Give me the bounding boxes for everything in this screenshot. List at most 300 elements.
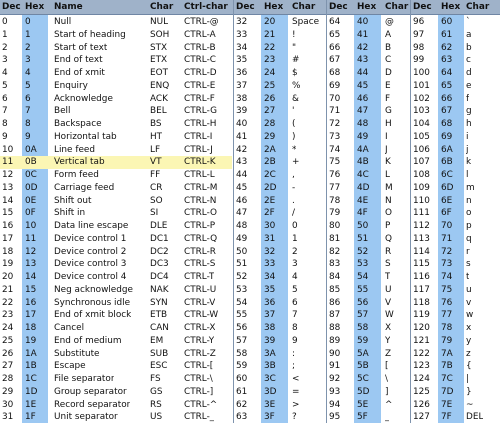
table-cell: 50 (236, 246, 248, 257)
table-cell: 31 (2, 412, 14, 423)
table-cell: 39 (236, 106, 248, 117)
table-cell: 68 (441, 119, 453, 129)
table-cell: CTRL-F (184, 93, 215, 104)
table-cell: Device control 3 (54, 259, 127, 270)
table-cell: 54 (236, 297, 248, 308)
table-cell: 7A (441, 348, 453, 359)
table-cell: 0 (2, 17, 8, 27)
table-row (0, 29, 500, 42)
table-cell: 108 (413, 170, 430, 180)
table-cell: 44 (236, 170, 248, 180)
table-cell: CTRL-S (184, 259, 216, 270)
table-cell: 18 (25, 323, 37, 333)
table-cell: 87 (329, 310, 341, 321)
table-cell: 79 (329, 208, 341, 219)
table-cell: 97 (413, 29, 425, 40)
table-cell: 73 (329, 131, 341, 142)
table-cell: Horizontal tab (54, 131, 117, 142)
table-cell: CTRL-I (184, 131, 213, 142)
table-row (0, 42, 500, 55)
table-cell: d (466, 68, 472, 78)
table-cell: 20 (2, 272, 14, 282)
table-cell: 67 (441, 106, 453, 117)
table-cell: 57 (236, 335, 248, 346)
table-cell: 12 (2, 170, 14, 180)
table-cell: 120 (413, 323, 430, 333)
table-cell: 6 (2, 93, 8, 104)
table-cell: S (385, 259, 391, 270)
table-cell: Vertical tab (54, 157, 105, 168)
table-cell: 70 (329, 93, 341, 104)
table-cell: CTRL-M (184, 182, 218, 193)
table-cell: 38 (264, 323, 276, 333)
table-cell: 15 (25, 284, 37, 295)
table-cell: ENQ (150, 80, 170, 91)
table-cell: 28 (2, 374, 14, 384)
table-cell: 69 (441, 131, 453, 142)
table-cell: 0 (25, 17, 31, 27)
table-cell: @ (385, 17, 394, 27)
table-cell: 1A (25, 348, 37, 359)
table-cell: 1 (2, 29, 8, 40)
table-cell: 2D (264, 182, 277, 193)
table-cell: ) (292, 131, 296, 142)
table-cell: 3 (25, 55, 31, 66)
table-cell: 74 (441, 272, 453, 282)
table-cell: 7C (441, 374, 453, 384)
table-cell: % (292, 80, 301, 91)
table-cell: 51 (236, 259, 248, 270)
table-row (0, 373, 500, 386)
table-cell: 2A (264, 144, 276, 155)
table-cell: VT (150, 157, 162, 168)
table-cell: > (292, 399, 300, 410)
table-cell: 56 (236, 323, 248, 333)
table-cell: 48 (357, 119, 369, 129)
table-cell: 49 (236, 233, 248, 244)
table-cell: { (466, 361, 472, 372)
table-cell: e (466, 80, 472, 91)
table-cell: CTRL-W (184, 310, 219, 321)
table-cell: 55 (236, 310, 248, 321)
table-cell: 64 (441, 68, 453, 78)
table-cell: 77 (441, 310, 453, 321)
table-cell: 6A (441, 144, 453, 155)
table-cell: C (385, 55, 392, 66)
table-cell: Space (292, 17, 320, 27)
table-cell: s (466, 259, 471, 270)
table-row (0, 233, 500, 246)
table-cell: DC2 (150, 246, 169, 257)
table-cell: 9 (2, 131, 8, 142)
table-cell: 0B (25, 157, 37, 168)
table-cell: 5 (292, 284, 298, 295)
table-cell: 13 (2, 182, 14, 193)
table-cell: B (385, 42, 392, 53)
table-cell: 11 (2, 157, 14, 168)
table-cell: a (466, 29, 472, 40)
table-cell: 89 (329, 335, 341, 346)
table-cell: - (292, 182, 296, 193)
table-row (0, 360, 500, 373)
header-g1-col-0: Dec (2, 2, 21, 12)
table-row (0, 131, 500, 144)
table-cell: 121 (413, 335, 430, 346)
table-cell: Bell (54, 106, 71, 117)
table-row (0, 297, 500, 310)
table-cell: 59 (236, 361, 248, 372)
table-cell: 17 (2, 233, 14, 244)
table-cell: G (385, 106, 392, 117)
table-cell: US (150, 412, 163, 423)
table-cell: w (466, 310, 474, 321)
table-cell: P (385, 221, 391, 231)
table-cell: LF (150, 144, 161, 155)
table-cell: 40 (236, 119, 248, 129)
table-cell: DC3 (150, 259, 169, 270)
table-cell: 1 (25, 29, 31, 40)
table-cell: 67 (329, 55, 341, 66)
table-cell: DLE (150, 221, 168, 231)
table-cell: 55 (357, 284, 369, 295)
table-cell: 4F (357, 208, 368, 219)
table-cell: FS (150, 374, 161, 384)
group-divider-2 (326, 0, 327, 423)
table-cell: N (385, 195, 392, 206)
table-cell: 3C (264, 374, 276, 384)
header-g4-col-1: Hex (441, 2, 461, 12)
table-cell: ^ (385, 399, 393, 410)
table-cell: 0E (25, 195, 37, 206)
table-cell: 2 (292, 246, 298, 257)
table-cell: 16 (25, 297, 37, 308)
table-cell: 21 (264, 29, 276, 40)
table-cell: 6E (441, 195, 453, 206)
table-cell: b (466, 42, 472, 53)
table-cell: 22 (264, 42, 276, 53)
table-cell: 4C (357, 170, 369, 180)
table-cell: M (385, 182, 393, 193)
table-cell: 75 (329, 157, 341, 168)
table-cell: CTRL-G (184, 106, 217, 117)
table-cell: 103 (413, 106, 430, 117)
table-cell: CTRL-\ (184, 374, 213, 384)
table-cell: 9 (25, 131, 31, 142)
table-cell: D (385, 68, 392, 78)
table-cell: 71 (441, 233, 453, 244)
table-cell: 3 (292, 259, 298, 270)
table-cell: u (466, 284, 472, 295)
table-cell: Start of text (54, 42, 108, 53)
table-cell: FF (150, 170, 161, 180)
table-cell: 123 (413, 361, 430, 372)
table-cell: 4B (357, 157, 369, 168)
table-cell: j (466, 144, 469, 155)
table-cell: ETB (150, 310, 168, 321)
table-cell: 107 (413, 157, 430, 168)
table-cell: 24 (2, 323, 14, 333)
table-cell: Unit separator (54, 412, 118, 423)
table-cell: F (385, 93, 391, 104)
table-cell: i (466, 131, 469, 142)
table-cell: Group separator (54, 386, 127, 397)
table-cell: < (292, 374, 300, 384)
table-cell: 80 (329, 221, 341, 231)
table-cell: 23 (2, 310, 14, 321)
table-cell: * (292, 144, 297, 155)
table-cell: 27 (2, 361, 14, 372)
table-cell: 64 (329, 17, 341, 27)
table-cell: GS (150, 386, 163, 397)
table-cell: h (466, 119, 472, 129)
table-cell: 12 (25, 246, 37, 257)
table-cell: 72 (441, 246, 453, 257)
table-cell: CTRL-N (184, 195, 217, 206)
table-cell: 85 (329, 284, 341, 295)
table-cell: A (385, 29, 392, 40)
table-cell: 86 (329, 297, 341, 308)
table-cell: 1B (25, 361, 37, 372)
table-cell: ` (466, 17, 471, 27)
table-cell: f (466, 93, 470, 104)
table-cell: CTRL-V (184, 297, 216, 308)
table-cell: 100 (413, 68, 430, 78)
table-cell: 3A (264, 348, 276, 359)
table-cell: 83 (329, 259, 341, 270)
table-cell: CTRL-P (184, 221, 216, 231)
table-cell: 105 (413, 131, 430, 142)
table-cell: ' (292, 106, 295, 117)
table-cell: CTRL-E (184, 80, 216, 91)
table-cell: 33 (264, 259, 276, 270)
table-cell: 4 (292, 272, 298, 282)
table-cell: Neg acknowledge (54, 284, 133, 295)
table-cell: y (466, 335, 472, 346)
table-cell: SOH (150, 29, 170, 40)
table-cell: 5C (357, 374, 369, 384)
table-cell: 52 (236, 272, 248, 282)
table-cell: 119 (413, 310, 430, 321)
table-cell: 6C (441, 170, 453, 180)
table-cell: 59 (357, 335, 369, 346)
table-cell: 5 (2, 80, 8, 91)
table-cell: 37 (236, 80, 248, 91)
table-cell: 5A (357, 348, 369, 359)
table-row (0, 386, 500, 399)
table-cell: 4A (357, 144, 369, 155)
table-cell: 0C (25, 170, 37, 180)
table-cell: Q (385, 233, 392, 244)
table-cell: CTRL-K (184, 157, 216, 168)
table-cell: 114 (413, 246, 430, 257)
table-cell: x (466, 323, 472, 333)
table-cell: DEL (466, 412, 484, 423)
table-cell: 104 (413, 119, 430, 129)
table-cell: 28 (264, 119, 276, 129)
table-cell: 43 (236, 157, 248, 168)
table-cell: 30 (2, 399, 14, 410)
header-g3-col-2: Char (385, 2, 409, 12)
table-cell: 47 (357, 106, 369, 117)
table-cell: 27 (264, 106, 276, 117)
table-cell: 78 (441, 323, 453, 333)
table-cell: SI (150, 208, 159, 219)
table-cell: ACK (150, 93, 168, 104)
table-cell: 5 (25, 80, 31, 91)
table-cell: 74 (329, 144, 341, 155)
table-cell: CTRL-T (184, 272, 215, 282)
table-cell: 98 (413, 42, 425, 53)
table-cell: Carriage feed (54, 182, 115, 193)
table-cell: NAK (150, 284, 169, 295)
table-cell: _ (385, 412, 390, 423)
table-cell: CTRL-[ (184, 361, 214, 372)
table-cell: Cancel (54, 323, 85, 333)
table-cell: p (466, 221, 472, 231)
table-cell: 6 (292, 297, 298, 308)
table-cell: 101 (413, 80, 430, 91)
table-cell: v (466, 297, 472, 308)
table-cell: 48 (236, 221, 248, 231)
table-cell: 47 (236, 208, 248, 219)
table-cell: 16 (2, 221, 14, 231)
table-cell: ESC (150, 361, 168, 372)
table-row (0, 169, 500, 182)
table-cell: 15 (2, 208, 14, 219)
table-cell: r (466, 246, 470, 257)
header-g1-col-1: Hex (25, 2, 45, 12)
table-cell: CTRL-X (184, 323, 216, 333)
table-cell: 1E (25, 399, 37, 410)
table-cell: End of xmit (54, 68, 105, 78)
table-cell: 63 (441, 55, 453, 66)
table-cell: 32 (236, 17, 248, 27)
table-cell: 19 (2, 259, 14, 270)
table-cell: L (385, 170, 390, 180)
table-row (0, 118, 500, 131)
table-cell: 61 (236, 386, 248, 397)
table-cell: 70 (441, 221, 453, 231)
table-cell: 7D (441, 386, 454, 397)
table-row (0, 156, 500, 169)
table-cell: HT (150, 131, 163, 142)
table-row (0, 207, 500, 220)
table-cell: 6 (25, 93, 31, 104)
table-cell: 65 (329, 29, 341, 40)
table-cell: q (466, 233, 472, 244)
table-row (0, 220, 500, 233)
table-cell: 61 (441, 29, 453, 40)
table-cell: J (385, 144, 388, 155)
table-cell: CTRL-^ (184, 399, 218, 410)
table-row (0, 399, 500, 412)
table-cell: CTRL-@ (184, 17, 219, 27)
table-cell: CTRL-L (184, 170, 215, 180)
table-cell: } (466, 386, 472, 397)
table-cell: 3E (264, 399, 276, 410)
table-cell: # (292, 55, 300, 66)
table-cell: Backspace (54, 119, 102, 129)
table-cell: Data line escape (54, 221, 129, 231)
table-cell: ] (385, 386, 389, 397)
table-cell: 30 (264, 221, 276, 231)
table-cell: l (466, 170, 469, 180)
table-row (0, 16, 500, 29)
table-cell: CTRL-D (184, 68, 217, 78)
table-cell: 95 (329, 412, 341, 423)
table-cell: Substitute (54, 348, 100, 359)
table-cell: 127 (413, 412, 430, 423)
table-cell: 38 (236, 93, 248, 104)
table-cell: 53 (236, 284, 248, 295)
table-row (0, 284, 500, 297)
table-row (0, 246, 500, 259)
table-cell: ( (292, 119, 296, 129)
table-cell: 37 (264, 310, 276, 321)
table-cell: 93 (329, 386, 341, 397)
table-cell: Acknowledge (54, 93, 113, 104)
table-cell: 96 (413, 17, 425, 27)
table-cell: 43 (357, 55, 369, 66)
table-cell: " (292, 42, 297, 53)
table-cell: Null (54, 17, 72, 27)
table-cell: 36 (236, 68, 248, 78)
table-cell: 0D (25, 182, 38, 193)
table-cell: 84 (329, 272, 341, 282)
table-cell: 34 (236, 42, 248, 53)
table-cell: 3D (264, 386, 277, 397)
table-cell: RS (150, 399, 162, 410)
table-cell: 125 (413, 386, 430, 397)
table-cell: m (466, 182, 475, 193)
table-cell: 8 (2, 119, 8, 129)
table-cell: CR (150, 182, 163, 193)
table-cell: 90 (329, 348, 341, 359)
table-cell: ETX (150, 55, 168, 66)
table-cell: t (466, 272, 470, 282)
table-cell: 58 (236, 348, 248, 359)
table-row (0, 144, 500, 157)
table-cell: 40 (357, 17, 369, 27)
table-cell: CTRL-U (184, 284, 217, 295)
table-cell: CTRL-C (184, 55, 216, 66)
table-cell: 117 (413, 284, 430, 295)
table-cell: EOT (150, 68, 169, 78)
table-cell: 124 (413, 374, 430, 384)
table-cell: T (385, 272, 391, 282)
table-cell: Enquiry (54, 80, 88, 91)
table-cell: 54 (357, 272, 369, 282)
table-cell: 33 (236, 29, 248, 40)
table-cell: 0F (25, 208, 36, 219)
table-cell: 88 (329, 323, 341, 333)
table-cell: 76 (329, 170, 341, 180)
table-cell: 82 (329, 246, 341, 257)
table-cell: 26 (264, 93, 276, 104)
table-cell: 35 (264, 284, 276, 295)
header-g4-col-0: Dec (413, 2, 432, 12)
table-cell: 17 (25, 310, 37, 321)
table-cell: Synchronous idle (54, 297, 131, 308)
table-cell: 2E (264, 195, 276, 206)
table-cell: | (466, 374, 469, 384)
table-cell: CTRL-Q (184, 233, 218, 244)
table-cell: 29 (2, 386, 14, 397)
table-cell: 9 (292, 335, 298, 346)
table-cell: 20 (264, 17, 276, 27)
table-row (0, 322, 500, 335)
table-cell: 45 (357, 80, 369, 91)
